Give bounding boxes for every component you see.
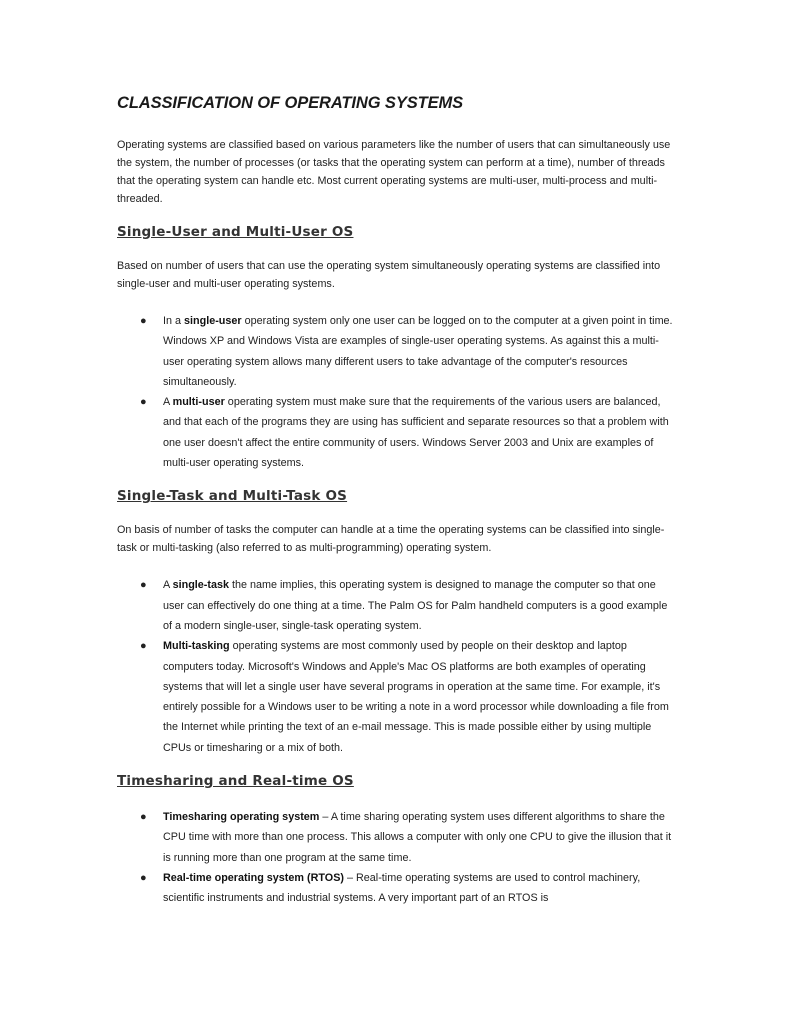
bullet-term: Real-time operating system (RTOS) bbox=[163, 871, 344, 884]
bullet-icon: ● bbox=[140, 640, 147, 653]
list-item bbox=[117, 311, 677, 392]
section-heading-single-multi-user: Single-User and Multi-User OS bbox=[117, 224, 354, 240]
list-item bbox=[117, 807, 677, 868]
bullet-icon: ● bbox=[140, 579, 147, 592]
intro-paragraph: Operating systems are classified based on various parameters like the number of users that can simultaneously use the system, the number of processes (or tasks that the operating system can perform at a time), number of threads that the operating system can handle etc. Most current operating systems are multi-user, multi-process and multi-threaded. bbox=[117, 139, 671, 205]
list-item bbox=[117, 636, 677, 758]
list-item bbox=[117, 392, 677, 473]
document-page bbox=[117, 94, 677, 909]
section-heading-timesharing-realtime: Timesharing and Real-time OS bbox=[117, 773, 354, 790]
bullet-prefix: A bbox=[163, 396, 173, 409]
bullet-text: – A time sharing operating system uses different algorithms to share the CPU time with more than one process. This allows a computer with only one CPU to give the illusion that it is running more than one program at the same time. bbox=[163, 811, 672, 864]
bullet-prefix: A bbox=[163, 579, 173, 592]
bullet-list bbox=[117, 807, 677, 908]
bullet-icon: ● bbox=[140, 396, 147, 409]
bullet-term: single-user bbox=[184, 315, 242, 327]
bullet-icon: ● bbox=[140, 315, 147, 327]
bullet-text: operating system must make sure that the requirements of the various users are balanced, and that each of the programs they are using has sufficient and separate resources so that a problem with one user doesn't affect the entire community of users. Windows Server 2003 and Unix are examples of multi-user operating systems. bbox=[163, 396, 669, 470]
bullet-term: Multi-tasking bbox=[163, 640, 230, 653]
bullet-text: operating systems are most commonly used by people on their desktop and laptop computers today. Microsoft's Windows and Apple's Mac OS platforms are both examples of operating systems that will let a single user have several programs in operation at the same time. For example, it's entirely possible for a Windows user to be writing a note in a word processor while downloading a file from the Internet while printing the text of an e-mail message. This is made possible either by using multiple CPUs or timesharing or a mix of both. bbox=[163, 640, 669, 754]
bullet-icon: ● bbox=[140, 871, 147, 884]
bullet-icon: ● bbox=[140, 811, 147, 824]
document-title: CLASSIFICATION OF OPERATING SYSTEMS bbox=[117, 94, 464, 112]
bullet-term: single-task bbox=[172, 579, 230, 592]
section-paragraph: On basis of number of tasks the computer can handle at a time the operating systems can be classified into single-task or multi-tasking (also referred to as multi-programming) operating system. bbox=[117, 524, 665, 555]
section-paragraph: Based on number of users that can use the operating system simultaneously operating systems are classified into single-user and multi-user operating systems. bbox=[117, 260, 661, 290]
bullet-text: the name implies, this operating system is designed to manage the computer so that one user can effectively do one thing at a time. The Palm OS for Palm handheld computers is a good example of a modern single-user, single-task operating system. bbox=[163, 579, 668, 632]
bullet-text: operating system only one user can be logged on to the computer at a given point in time. Windows XP and Windows Vista are examples of single-user operating systems. As against this a multi-user operating system allows many different users to take advantage of the computer's resources simultaneously. bbox=[163, 315, 673, 388]
bullet-prefix: In a bbox=[163, 315, 185, 327]
bullet-text: – Real-time operating systems are used to control machinery, scientific instruments and industrial systems. A very important part of an RTOS is bbox=[163, 871, 641, 905]
bullet-list bbox=[117, 311, 677, 473]
list-item bbox=[117, 575, 677, 636]
list-item bbox=[117, 868, 677, 909]
bullet-term: Timesharing operating system bbox=[163, 811, 320, 824]
section-heading-single-multi-task: Single-Task and Multi-Task OS bbox=[117, 488, 348, 505]
bullet-term: multi-user bbox=[172, 396, 225, 409]
bullet-list bbox=[117, 575, 677, 758]
